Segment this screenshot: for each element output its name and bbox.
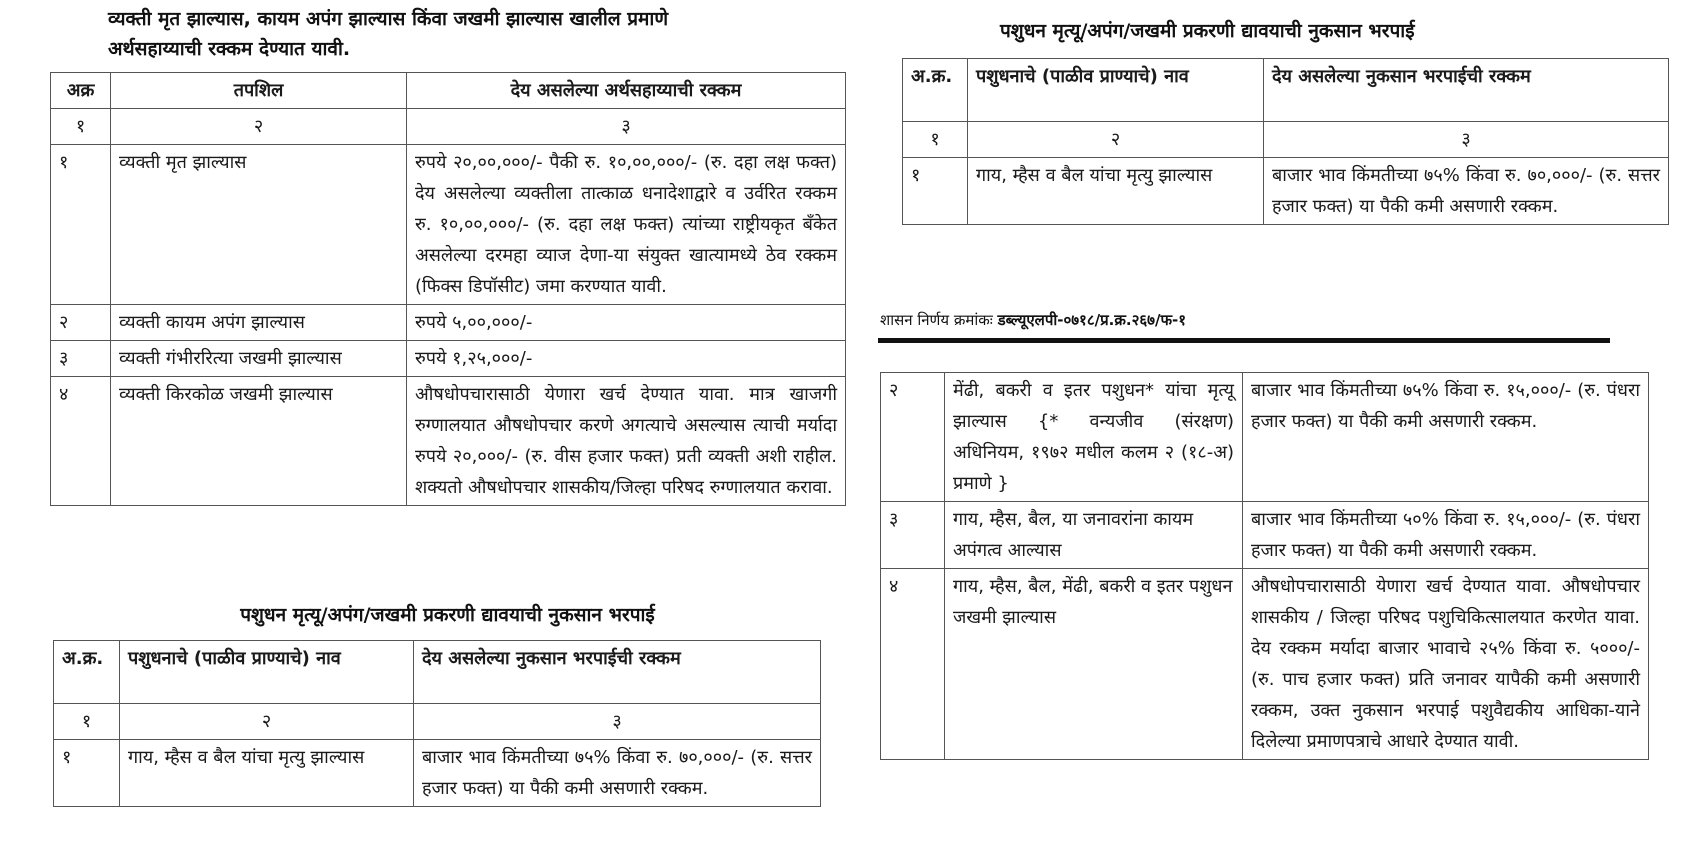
row-animal: गाय, म्हैस व बैल यांचा मृत्यु झाल्यास: [968, 158, 1264, 225]
row-compensation: बाजार भाव किंमतीच्या ७५% किंवा रु. ७०,०००/- (रु. सत्तर हजार फक्त) या पैकी कमी असणारी रक्कम.: [1264, 158, 1669, 225]
table-row: [881, 373, 1649, 502]
row-serial: १: [51, 145, 111, 305]
column-number: २: [120, 704, 414, 740]
column-number: ३: [407, 109, 846, 145]
assistance-numbering-row: [51, 109, 846, 145]
col-header-serial: अक्र: [51, 73, 111, 109]
column-number: ३: [1264, 122, 1669, 158]
row-serial: ४: [881, 569, 945, 760]
table-row: [51, 341, 846, 377]
row-detail: व्यक्ती कायम अपंग झाल्यास: [111, 305, 407, 341]
livestock-heading-left: पशुधन मृत्यू/अपंग/जखमी प्रकरणी द्यावयाची नुकसान भरपाई: [240, 604, 655, 626]
column-number: २: [111, 109, 407, 145]
table-row: [51, 305, 846, 341]
column-number: १: [54, 704, 120, 740]
assistance-heading-line2: अर्थसहाय्याची रक्कम देण्यात यावी.: [108, 38, 351, 60]
assistance-heading: [108, 4, 808, 64]
gr-reference-number: डब्ल्यूएलपी-०७१८/प्र.क्र.२६७/फ-१: [997, 311, 1187, 329]
assistance-header-row: [51, 73, 846, 109]
row-compensation: बाजार भाव किंमतीच्या ५०% किंवा रु. १५,०००/- (रु. पंधरा हजार फक्त) या पैकी कमी असणारी रक्कम.: [1243, 502, 1649, 569]
livestock-numbering-row: [54, 704, 821, 740]
livestock-continuation-table: [880, 372, 1649, 760]
livestock-heading-right: पशुधन मृत्यू/अपंग/जखमी प्रकरणी द्यावयाची नुकसान भरपाई: [1000, 20, 1415, 42]
col-header-compensation: देय असलेल्या नुकसान भरपाईची रक्कम: [1264, 59, 1669, 122]
col-header-detail: तपशिल: [111, 73, 407, 109]
table-row: [881, 502, 1649, 569]
row-animal: गाय, म्हैस, बैल, मेंढी, बकरी व इतर पशुधन जखमी झाल्यास: [945, 569, 1243, 760]
table-row: [903, 158, 1669, 225]
reference-rule: [878, 338, 1610, 343]
row-serial: २: [51, 305, 111, 341]
livestock-table-right: [902, 58, 1669, 225]
col-header-amount: देय असलेल्या अर्थसहाय्याची रक्कम: [407, 73, 846, 109]
row-animal: गाय, म्हैस व बैल यांचा मृत्यु झाल्यास: [120, 740, 414, 807]
row-serial: १: [903, 158, 968, 225]
row-serial: १: [54, 740, 120, 807]
row-amount: रुपये २०,००,०००/- पैकी रु. १०,००,०००/- (रु. दहा लक्ष फक्त) देय असलेल्या व्यक्तीला तात्काळ धनादेशाद्वारे व उर्वरित रक्कम रु. १०,००,०००/- (रु. दहा लक्ष फक्त) त्यांच्या राष्ट्रीयकृत बँकेत असलेल्या दरमहा व्याज देणा-या संयुक्त खात्यामध्ये ठेव रक्कम (फिक्स डिपॉसीट) जमा करण्यात यावी.: [407, 145, 846, 305]
row-detail: व्यक्ती किरकोळ जखमी झाल्यास: [111, 377, 407, 506]
row-serial: ३: [51, 341, 111, 377]
row-animal: मेंढी, बकरी व इतर पशुधन* यांचा मृत्यू झाल्यास {* वन्यजीव (संरक्षण) अधिनियम, १९७२ मधील कलम २ (१८-अ) प्रमाणे }: [945, 373, 1243, 502]
col-header-animal: पशुधनाचे (पाळीव प्राण्याचे) नाव: [968, 59, 1264, 122]
row-amount: रुपये १,२५,०००/-: [407, 341, 846, 377]
row-serial: ३: [881, 502, 945, 569]
row-detail: व्यक्ती गंभीररित्या जखमी झाल्यास: [111, 341, 407, 377]
livestock-header-row: [903, 59, 1669, 122]
assistance-table: [50, 72, 846, 506]
table-row: [881, 569, 1649, 760]
row-amount: रुपये ५,००,०००/-: [407, 305, 846, 341]
col-header-animal: पशुधनाचे (पाळीव प्राण्याचे) नाव: [120, 641, 414, 704]
gr-reference: [880, 310, 1186, 330]
row-animal: गाय, म्हैस, बैल, या जनावरांना कायम अपंगत्व आल्यास: [945, 502, 1243, 569]
col-header-serial: अ.क्र.: [903, 59, 968, 122]
col-header-compensation: देय असलेल्या नुकसान भरपाईची रक्कम: [414, 641, 821, 704]
gr-reference-label: शासन निर्णय क्रमांकः: [880, 311, 993, 329]
livestock-table-left: [53, 640, 821, 807]
row-compensation: बाजार भाव किंमतीच्या ७५% किंवा रु. ७०,०००/- (रु. सत्तर हजार फक्त) या पैकी कमी असणारी रक्कम.: [414, 740, 821, 807]
row-amount: औषधोपचारासाठी येणारा खर्च देण्यात यावा. मात्र खाजगी रुग्णालयात औषधोपचार करणे अगत्याचे असल्यास त्याची मर्यादा रुपये २०,०००/- (रु. वीस हजार फक्त) प्रती व्यक्ती अशी राहील. शक्यतो औषधोपचार शासकीय/जिल्हा परिषद रुग्णालयात करावा.: [407, 377, 846, 506]
assistance-heading-line1: व्यक्ती मृत झाल्यास, कायम अपंग झाल्यास किंवा जखमी झाल्यास खालील प्रमाणे: [108, 8, 669, 30]
table-row: [51, 145, 846, 305]
column-number: २: [968, 122, 1264, 158]
row-detail: व्यक्ती मृत झाल्यास: [111, 145, 407, 305]
livestock-header-row: [54, 641, 821, 704]
table-row: [51, 377, 846, 506]
table-row: [54, 740, 821, 807]
column-number: ३: [414, 704, 821, 740]
column-number: १: [903, 122, 968, 158]
livestock-numbering-row: [903, 122, 1669, 158]
row-serial: २: [881, 373, 945, 502]
col-header-serial: अ.क्र.: [54, 641, 120, 704]
row-compensation: बाजार भाव किंमतीच्या ७५% किंवा रु. १५,०००/- (रु. पंधरा हजार फक्त) या पैकी कमी असणारी रक्कम.: [1243, 373, 1649, 502]
row-compensation: औषधोपचारासाठी येणारा खर्च देण्यात यावा. औषधोपचार शासकीय / जिल्हा परिषद पशुचिकित्सालयात करणेत यावा. देय रक्कम मर्यादा बाजार भावाचे २५% किंवा रु. ५०००/- (रु. पाच हजार फक्त) प्रति जनावर यापैकी कमी असणारी रक्कम, उक्त नुकसान भरपाई पशुवैद्यकीय आधिका-याने दिलेल्या प्रमाणपत्राचे आधारे देण्यात यावी.: [1243, 569, 1649, 760]
row-serial: ४: [51, 377, 111, 506]
column-number: १: [51, 109, 111, 145]
